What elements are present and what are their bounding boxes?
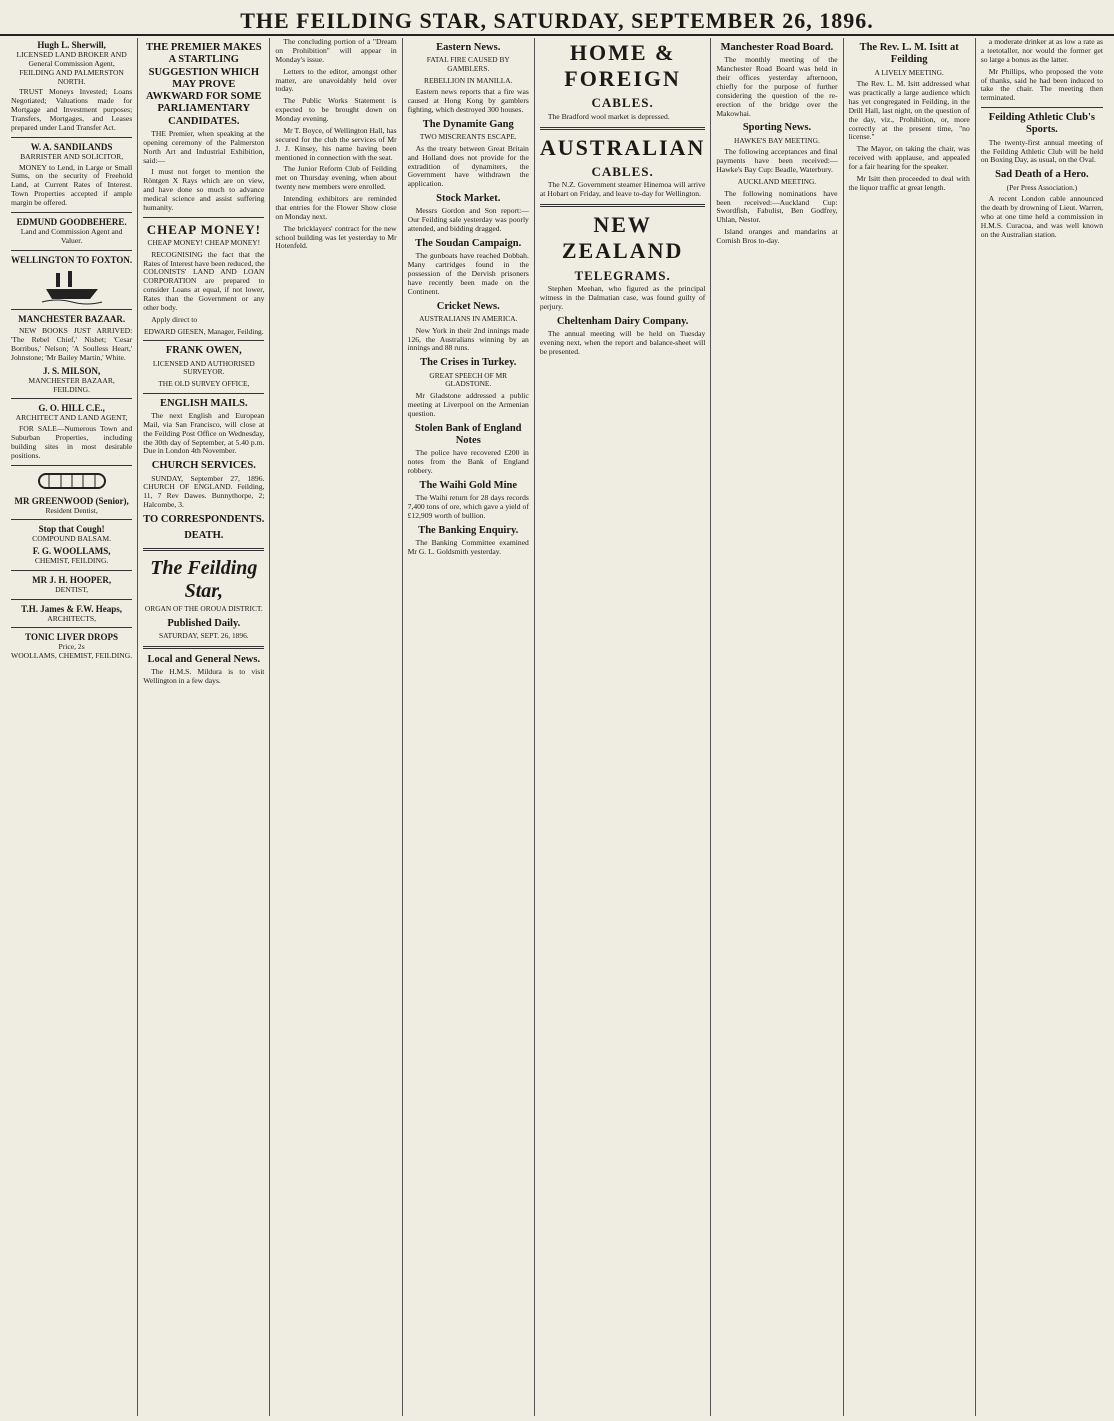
article-paragraph: Messrs Gordon and Son report:—Our Feilding sale yesterday was poorly attended, and bidding dragged. bbox=[407, 206, 529, 234]
article-paragraph: Mr T. Boyce, of Wellington Hall, has secured for the club the services of Mr J. J. Kinsey, his name having been mentioned in connection with the seat. bbox=[275, 125, 397, 162]
ad-manchester-bazaar bbox=[11, 314, 132, 325]
divider bbox=[11, 250, 132, 251]
waihi-heading: The Waihi Gold Mine bbox=[419, 479, 518, 491]
article-paragraph: The following acceptances and final payments have been received:—Hawke's Bay Cup: Beadle, Waterbury. bbox=[716, 147, 838, 175]
column-1 bbox=[6, 38, 138, 1416]
divider bbox=[11, 465, 132, 466]
article-paragraph: As the treaty between Great Britain and Holland does not provide for the extradition of dynamiters, the Government have withdrawn the application. bbox=[407, 143, 529, 189]
ad-heading: T.H. James & F.W. Heaps, bbox=[21, 603, 123, 614]
ad-woollams bbox=[11, 546, 132, 566]
ad-heading: F. G. WOOLLAMS, bbox=[32, 546, 111, 557]
article-paragraph: Mr Gladstone addressed a public meeting at Liverpool on the Armenian question. bbox=[407, 390, 529, 418]
cheltenham-heading: Cheltenham Dairy Company. bbox=[556, 315, 689, 327]
article-paragraph: The N.Z. Government steamer Hinemoa will arrive at Hobart on Friday, and leave to-day for Wellington. bbox=[539, 180, 706, 199]
mails-heading: ENGLISH MAILS. bbox=[160, 397, 248, 409]
ad-sub: WOOLLAMS, CHEMIST, FEILDING. bbox=[11, 651, 133, 661]
article-paragraph: Intending exhibitors are reminded that entries for the Flower Show close on Monday next. bbox=[275, 194, 397, 221]
subheading: AUSTRALIANS IN AMERICA. bbox=[419, 314, 518, 324]
athletic-heading: Feilding Athletic Club's Sports. bbox=[988, 112, 1095, 136]
ad-line: LICENSED LAND BROKER AND bbox=[16, 49, 127, 59]
ad-heading: WELLINGTON TO FOXTON. bbox=[11, 254, 133, 265]
article-paragraph: The Junior Reform Club of Feilding met on Thursday evening, when about twenty new members were enrolled. bbox=[275, 164, 397, 192]
article-paragraph: The gunboats have reached Dobbah. Many cartridges found in the possession of the Dervish prisoners have recently been made on the Continent. bbox=[407, 251, 529, 296]
article-paragraph: Mr Phillips, who proposed the vote of thanks, said he had been induced to take the chair. The meeting then terminated. bbox=[980, 66, 1103, 103]
article-paragraph: The Rev. L. M. Isitt addressed what was practically a large audience which has yet congregated in Feilding, in the Drill Hall, last night, on the question of the day, viz., Prohibition, or, more correctly at the present time, "no license." bbox=[848, 79, 970, 142]
divider bbox=[143, 646, 264, 649]
article-paragraph: THE Premier, when speaking at the opening ceremony of the Palmerston North Art and Industrial Exhibition, said:— bbox=[143, 128, 265, 165]
cheap-money-heading: CHEAP MONEY! bbox=[146, 221, 261, 237]
article-paragraph: The Waihi return for 28 days records 7,400 tons of ore, which gave a yield of £12,909 worth of bullion. bbox=[407, 493, 529, 520]
divider bbox=[981, 107, 1103, 108]
divider bbox=[11, 137, 132, 138]
subheading: (Per Press Association.) bbox=[1006, 182, 1078, 192]
divider bbox=[11, 570, 132, 571]
cheap-money-sub: CHEAP MONEY! CHEAP MONEY! bbox=[147, 238, 261, 248]
column-7 bbox=[844, 38, 976, 1416]
ad-heading: EDMUND GOODBEHERE. bbox=[16, 216, 127, 227]
dynamite-heading: The Dynamite Gang bbox=[422, 118, 514, 130]
ad-heading: TONIC LIVER DROPS bbox=[25, 632, 119, 643]
ship-icon bbox=[42, 269, 102, 305]
article-paragraph: Mr Isitt then proceeded to deal with the liquor traffic at great length. bbox=[848, 173, 970, 192]
church-heading: CHURCH SERVICES. bbox=[151, 460, 256, 472]
ad-sandilands-body: MONEY to Lend, in Large or Small Sums, on the security of Freehold Land, at Current Rates of Interest. Town Properties accepted if ample margin be offered. bbox=[11, 162, 133, 207]
owen-sub: LICENSED AND AUTHORISED SURVEYOR. bbox=[152, 358, 255, 377]
column-3 bbox=[270, 38, 402, 1416]
article-paragraph: Letters to the editor, amongst other matter, are unavoidably held over today. bbox=[275, 66, 397, 94]
ad-sub: CHEMIST, FEILDING. bbox=[34, 556, 109, 565]
hero-heading: Sad Death of a Hero. bbox=[995, 169, 1089, 181]
ad-hill bbox=[11, 403, 132, 423]
article-paragraph: Island oranges and mandarins at Cornish Bros to-day. bbox=[716, 227, 838, 245]
ad-sub: ARCHITECTS, bbox=[47, 613, 96, 623]
ad-heading: MR J. H. HOOPER, bbox=[32, 574, 112, 585]
subheading: A LIVELY MEETING. bbox=[874, 67, 944, 77]
cables-heading: CABLES. bbox=[591, 164, 654, 180]
subheading: REBELLION IN MANILLA. bbox=[424, 75, 513, 85]
article-paragraph: New York in their 2nd innings made 126, the Australians winning by an innings and 88 runs. bbox=[407, 325, 529, 353]
cricket-heading: Cricket News. bbox=[436, 300, 500, 312]
ad-heading: Stop that Cough! bbox=[38, 524, 105, 535]
ad-sandilands bbox=[11, 142, 132, 162]
columns bbox=[6, 38, 1108, 1416]
subheading: GREAT SPEECH OF MR GLADSTONE. bbox=[429, 370, 508, 389]
divider bbox=[11, 519, 132, 520]
article-paragraph: RECOGNISING the fact that the Rates of Interest have been reduced, the COLONISTS' LAND AND LOAN CORPORATION are prepared to consider Loans at equal, if not lower, Rates than the Government or any other body. bbox=[143, 249, 265, 312]
logo-sub: ORGAN OF THE OROUA DISTRICT. bbox=[144, 604, 263, 614]
article-paragraph: The following nominations have been received:—Auckland Cup: Swordfish, Fabulist, Ben Godfrey, Uhlan, Nestor. bbox=[716, 188, 838, 225]
article-paragraph: Stephen Meehan, who figured as the principal witness in the Dalmatian case, was found guilty of perjury. bbox=[539, 283, 706, 311]
subheading: FATAL FIRE CAUSED BY GAMBLERS. bbox=[426, 55, 510, 73]
ad-goodbehere bbox=[11, 217, 132, 246]
local-news-heading: Local and General News. bbox=[147, 653, 261, 665]
new-zealand-heading: NEW ZEALAND bbox=[561, 212, 684, 263]
article-paragraph: The Public Works Statement is expected to be brought down on Monday evening. bbox=[275, 96, 397, 123]
article-paragraph: The bricklayers' contract for the new school building was let yesterday to Mr Hotenfeld. bbox=[275, 223, 397, 251]
newspaper-title: THE FEILDING STAR, SATURDAY, SEPTEMBER 26, 1896. bbox=[240, 8, 874, 33]
article-paragraph: The Mayor, on taking the chair, was received with applause, and appealed for a fair hearing for the speaker. bbox=[848, 144, 970, 172]
ad-sub: Land and Commission Agent and Valuer. bbox=[20, 226, 123, 245]
ad-james-heaps bbox=[11, 604, 132, 624]
ad-line: General Commission Agent, bbox=[28, 58, 115, 68]
issue-date: SATURDAY, SEPT. 26, 1896. bbox=[159, 631, 249, 641]
ad-hooper bbox=[11, 575, 132, 595]
ad-heading: J. S. MILSON, bbox=[42, 365, 101, 376]
article-paragraph: The Bradford wool market is depressed. bbox=[547, 111, 670, 121]
article-paragraph: A recent London cable announced the death by drowning of Lieut. Warren, who at one time held a commission in H.M.S. Curacoa, and was well known on the Australian station. bbox=[980, 194, 1103, 239]
ad-bazaar-body: NEW BOOKS JUST ARRIVED: 'The Rebel Chief,' Nisbet; 'Cesar Borribus,' Nelson; 'A Soulless Heart,' Johnstone; 'Mr Bailey Martin,' White. bbox=[11, 326, 133, 362]
ad-sub: COMPOUND BALSAM. bbox=[32, 534, 112, 544]
ad-sub: Resident Dentist, bbox=[45, 505, 98, 515]
divider bbox=[11, 599, 132, 600]
ad-sub: Price, 2s bbox=[58, 642, 85, 652]
ad-sherwill bbox=[11, 40, 132, 86]
column-4 bbox=[403, 38, 535, 1416]
banking-heading: The Banking Enquiry. bbox=[418, 524, 519, 536]
owen-heading: FRANK OWEN, bbox=[165, 345, 242, 357]
ad-sub: BARRISTER AND SOLICITOR, bbox=[20, 151, 124, 161]
column-5 bbox=[535, 38, 711, 1416]
ad-wellington-foxton bbox=[11, 255, 132, 266]
divider bbox=[11, 627, 132, 628]
divider bbox=[540, 127, 705, 130]
subheading: AUCKLAND MEETING. bbox=[737, 176, 817, 186]
divider bbox=[143, 548, 264, 551]
death-heading: DEATH. bbox=[184, 530, 224, 542]
article-paragraph: The annual meeting will be held on Tuesday evening next, when the report and balance-sheet will be presented. bbox=[539, 328, 706, 356]
isitt-heading: The Rev. L. M. Isitt at Feilding bbox=[859, 42, 959, 66]
ad-greenwood bbox=[11, 496, 132, 516]
article-paragraph: I must not forget to mention the Röntgen X Rays which are on view, and have done so much to advance medical science and assist suffering humanity. bbox=[143, 167, 265, 212]
article-paragraph: The concluding portion of a "Dream on Prohibition" will appear in Monday's issue. bbox=[275, 37, 397, 64]
road-board-heading: Manchester Road Board. bbox=[720, 42, 834, 53]
soudan-heading: The Soudan Campaign. bbox=[415, 238, 522, 250]
ad-tonic bbox=[11, 632, 132, 661]
masthead-logo: The Feilding Star, bbox=[150, 556, 258, 602]
ad-milson bbox=[11, 366, 132, 395]
home-foreign-heading: HOME & FOREIGN bbox=[564, 40, 681, 91]
ad-sherwill-name: Hugh L. Sherwill, bbox=[37, 40, 106, 50]
divider bbox=[143, 393, 264, 394]
ad-sherwill-body: TRUST Moneys Invested; Loans Negotiated; Valuations made for Mortgage and Investment purposes; Transfers, Mortgages, and Leases prepared under Land Transfer Act. bbox=[11, 87, 133, 132]
divider bbox=[143, 217, 264, 218]
article-paragraph: The Banking Committee examined Mr G. L. Goldsmith yesterday. bbox=[407, 537, 529, 556]
article-paragraph: Eastern news reports that a fire was caused at Hong Kong by gamblers fighting, which destroyed 300 houses. bbox=[407, 87, 529, 114]
article-paragraph: Apply direct to bbox=[151, 314, 198, 324]
masthead bbox=[0, 0, 1114, 36]
ad-heading: MANCHESTER BAZAAR. bbox=[18, 314, 126, 325]
sporting-heading: Sporting News. bbox=[742, 122, 812, 134]
ad-line: FEILDING AND PALMERSTON NORTH. bbox=[19, 67, 124, 86]
ad-sub: DENTIST, bbox=[55, 584, 89, 594]
ad-heading: MR GREENWOOD (Senior), bbox=[14, 495, 129, 506]
subheading: HAWKE'S BAY MEETING. bbox=[734, 135, 820, 145]
divider bbox=[540, 204, 705, 207]
divider bbox=[143, 340, 264, 341]
ad-sub: ARCHITECT AND LAND AGENT, bbox=[15, 413, 128, 423]
ad-heading: G. O. HILL C.E., bbox=[38, 403, 105, 414]
article-paragraph: The H.M.S. Mildura is to visit Wellington in a few days. bbox=[143, 667, 265, 686]
article-paragraph: The next English and European Mail, via San Francisco, will close at the Feilding Post Office on Wednesday, the 30th day of September, at 5.40 p.m. Due in London 4th November. bbox=[143, 410, 265, 456]
divider bbox=[11, 309, 132, 310]
telegrams-heading: TELEGRAMS. bbox=[574, 267, 671, 283]
ad-cough bbox=[11, 524, 132, 544]
subheading: TWO MISCREANTS ESCAPE. bbox=[419, 132, 517, 142]
article-paragraph: SUNDAY, September 27, 1896. CHURCH OF ENGLAND. Feilding, 11, 7 Rev Dawes. Bunnythorpe, 2; Halcombe, 3. bbox=[143, 473, 265, 510]
turkey-heading: The Crises in Turkey. bbox=[420, 357, 517, 369]
column-6 bbox=[711, 38, 843, 1416]
published-daily: Published Daily. bbox=[167, 618, 241, 630]
article-paragraph: The police have recovered £200 in notes from the Bank of England robbery. bbox=[407, 448, 529, 475]
stolen-notes-heading: Stolen Bank of England Notes bbox=[415, 422, 522, 446]
divider bbox=[11, 212, 132, 213]
stock-market-heading: Stock Market. bbox=[436, 193, 501, 205]
dentures-icon bbox=[37, 470, 107, 492]
cables-heading: CABLES. bbox=[591, 95, 654, 111]
survey-office: THE OLD SURVEY OFFICE, bbox=[158, 378, 250, 388]
article-paragraph: The monthly meeting of the Manchester Road Board was held in their offices yesterday afternoon, chiefly for the purpose of further considering the question of the re-erection of the bridge over the Makowhai. bbox=[716, 55, 838, 118]
column-8 bbox=[976, 38, 1108, 1416]
article-paragraph: a moderate drinker at as low a rate as a teetotaller, nor would the former get so large a bonus as the latter. bbox=[980, 37, 1103, 64]
article-paragraph: The twenty-first annual meeting of the Feilding Athletic Club will be held on Boxing Day, as usual, on the Oval. bbox=[980, 137, 1103, 165]
ad-hill-body: FOR SALE—Numerous Town and Suburban Properties, including building sites in most desirable positions. bbox=[11, 424, 133, 460]
premier-headline: THE PREMIER MAKES A STARTLING SUGGESTION WHICH MAY PROVE AWKWARD FOR SOME PARLIAMENTARY CANDIDATES. bbox=[146, 42, 262, 127]
ad-sub: MANCHESTER BAZAAR, FEILDING. bbox=[28, 375, 115, 394]
ad-heading: W. A. SANDILANDS bbox=[30, 141, 113, 152]
column-2 bbox=[138, 38, 270, 1416]
australian-heading: AUSTRALIAN bbox=[539, 134, 706, 160]
correspondents-heading: TO CORRESPONDENTS. bbox=[143, 514, 265, 526]
eastern-news-heading: Eastern News. bbox=[436, 42, 501, 53]
signature: EDWARD GIESEN, Manager, Feilding. bbox=[144, 326, 264, 336]
divider bbox=[11, 398, 132, 399]
